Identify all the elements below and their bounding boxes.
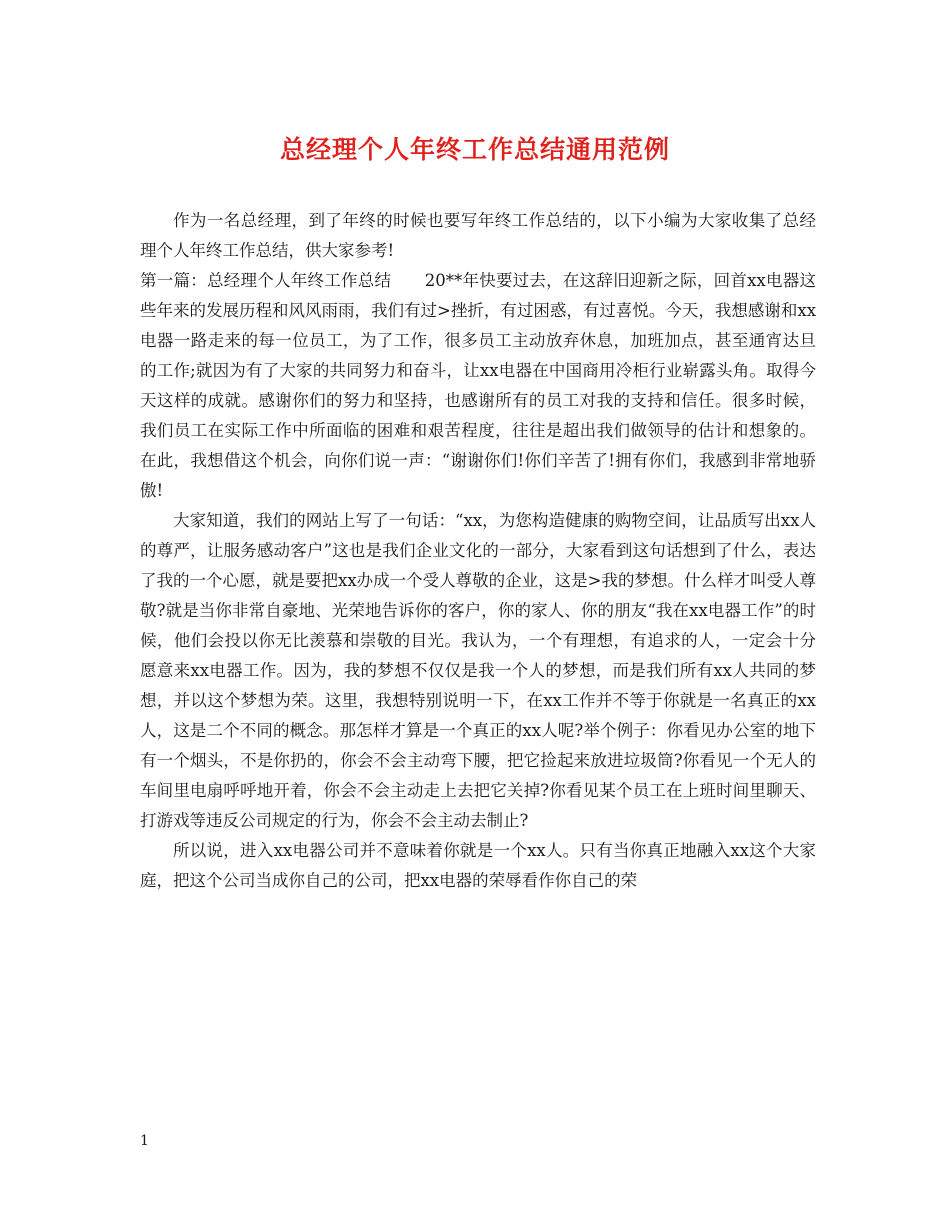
document-body [140, 206, 816, 896]
paragraph-intro: 作为一名总经理，到了年终的时候也要写年终工作总结的，以下小编为大家收集了总经理个人年终工作总结，供大家参考! [140, 211, 816, 260]
paragraph-dream: 大家知道，我们的网站上写了一句话：“xx，为您构造健康的购物空间，让品质写出xx人的尊严，让服务感动客户”这也是我们企业文化的一部分，大家看到这句话想到了什么，表达了我的一个心愿，就是要把xx办成一个受人尊敬的企业，这是>我的梦想。什么样才叫受人尊敬?就是当你非常自豪地、光荣地告诉你的客户，你的家人、你的朋友“我在xx电器工作”的时候，他们会投以你无比羡慕和崇敬的目光。我认为，一个有理想，有追求的人，一定会十分愿意来xx电器工作。因为，我的梦想不仅仅是我一个人的梦想，而是我们所有xx人共同的梦想，并以这个梦想为荣。这里，我想特别说明一下，在xx工作并不等于你就是一名真正的xx人，这是二个不同的概念。那怎样才算是一个真正的xx人呢?举个例子：你看见办公室的地下有一个烟头，不是你扔的，你会不会主动弯下腰，把它捡起来放进垃圾筒?你看见一个无人的车间里电扇呼呼地开着，你会不会主动走上去把它关掉?你看见某个员工在上班时间里聊天、打游戏等违反公司规定的行为，你会不会主动去制止? [140, 511, 816, 830]
paragraph-conclusion: 所以说，进入xx电器公司并不意味着你就是一个xx人。只有当你真正地融入xx这个大家庭，把这个公司当成你自己的公司，把xx电器的荣辱看作你自己的荣 [140, 841, 816, 890]
page-number: 1 [140, 1133, 149, 1149]
document-title: 总经理个人年终工作总结通用范例 [279, 135, 670, 164]
paragraph-first-article: 第一篇：总经理个人年终工作总结 20**年快要过去，在这辞旧迎新之际，回首xx电器这些年来的发展历程和风风雨雨，我们有过>挫折，有过困惑，有过喜悦。今天，我想感谢和xx电器一路走来的每一位员工，为了工作，很多员工主动放弃休息，加班加点，甚至通宵达旦的工作;就因为有了大家的共同努力和奋斗，让xx电器在中国商用冷柜行业崭露头角。取得今天这样的成就。感谢你们的努力和坚持，也感谢所有的员工对我的支持和信任。很多时候，我们员工在实际工作中所面临的困难和艰苦程度，往往是超出我们做领导的估计和想象的。在此，我想借这个机会，向你们说一声：“谢谢你们!你们辛苦了!拥有你们，我感到非常地骄傲! [140, 271, 816, 500]
